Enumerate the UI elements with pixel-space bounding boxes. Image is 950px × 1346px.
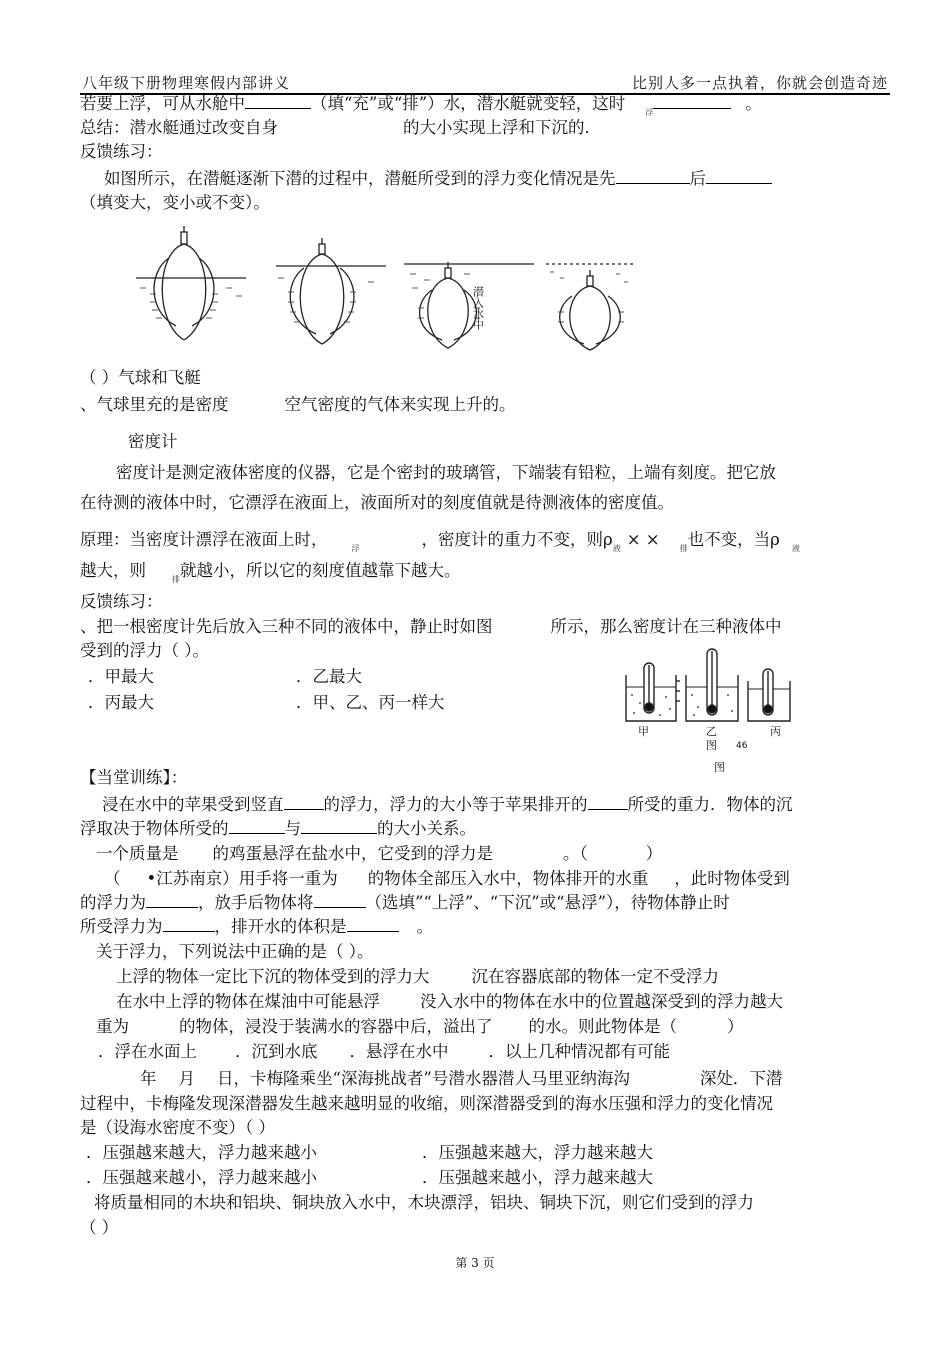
question-6-option-d: ．压强越来越小，浮力越来越大 (422, 1168, 653, 1187)
figure-label: 潜入水中 (471, 286, 485, 330)
subheading-feedback-2: 反馈练习： (80, 592, 163, 611)
caption-tu-1: 图 (706, 739, 717, 752)
label-bing: 丙 (770, 725, 781, 738)
line-1: 若要上浮，可从水舱中 （填“充”或“排”）水，潜水艇就变轻，这时 $_浮$ 。 (80, 94, 762, 117)
subheading-feedback-1: 反馈练习： (80, 142, 163, 161)
label-jia: 甲 (638, 725, 649, 738)
option-a: ．甲最大 (88, 667, 154, 686)
blank-fill (229, 819, 285, 834)
blank-fill (245, 94, 311, 109)
page-number: 第 3 页 (455, 1256, 495, 1270)
question-5-options: ．浮在水面上 ．沉到水底 ．悬浮在水中 ．以上几种情况都有可能 (98, 1042, 670, 1061)
label-yi: 乙 (706, 725, 717, 738)
blank-fill (588, 795, 628, 810)
blank-fill (301, 819, 377, 834)
blank-fill (347, 917, 399, 932)
caption-number: 46 (736, 741, 748, 751)
blank-fill (653, 94, 731, 109)
option-b: ．乙最大 (296, 667, 362, 686)
caption-tu-2: 图 (714, 761, 725, 774)
question-6-option-b: ．压强越来越大，浮力越来越大 (422, 1143, 653, 1162)
line-8: 在待测的液体中时，它漂浮在液面上，液面所对的刻度值就是待测液体的密度值。 (80, 493, 674, 512)
header-right: 比别人多一点执着，你就会创造奇迹 (631, 74, 888, 92)
section-heading-practice: 【当堂训练】： (80, 768, 188, 787)
question-7-line-2: （ ） (80, 1218, 119, 1237)
beaker-yi (686, 649, 738, 721)
subheading-hydrometer: 密度计 (128, 432, 178, 451)
question-3-line-1: （ •江苏南京）用手将一重为 的物体全部压入水中，物体排开的水重 ，此时物体受到 (104, 869, 790, 888)
blank-fill (146, 893, 198, 908)
blank-fill (616, 169, 690, 184)
blank-fill (284, 795, 324, 810)
blank-fill (706, 169, 772, 184)
line-4: 如图所示，在潜艇逐渐下潜的过程中，潜艇所受到的浮力变化情况是先 后 (104, 168, 772, 190)
option-c: ．丙最大 (88, 693, 154, 712)
line-5: （填变大，变小或不变）。 (80, 193, 270, 212)
line-13: 受到的浮力（ ）。 (80, 641, 209, 660)
header-left: 八年级下册物理寒假内部讲义 (82, 74, 291, 92)
beaker-bing (748, 669, 790, 721)
question-7-line-1: 将质量相同的木块和铝块、铜块放入水中，木块漂浮，铝块、铜块下沉，则它们受到的浮力 (94, 1193, 754, 1212)
question-5: 重为 的物体，浸没于装满水的容器中后，溢出了 的水。则此物体是（ ） (96, 1017, 744, 1036)
blank-fill (163, 917, 215, 932)
question-2: 一个质量是 的鸡蛋悬浮在盐水中，它受到的浮力是 。（ ） (96, 844, 663, 863)
submarine-figure (136, 222, 636, 352)
question-4-options-2: 在水中上浮的物体在煤油中可能悬浮 没入水中的物体在水中的位置越深受到的浮力越大 (116, 992, 783, 1011)
line-9: 原理：当密度计漂浮在液面上时， $_浮$ ，密度计的重力不变，则$\rho_液$ × × $_排$也不变，当ρ $_液$ (80, 530, 800, 553)
question-6-line-1: 年 月 日，卡梅隆乘坐“深海挑战者”号潜水器潜人马里亚纳海沟 深处．下潜 (140, 1069, 783, 1088)
hydrometer-figure (622, 645, 794, 777)
submarine-1 (136, 226, 246, 340)
blank-fill (314, 893, 366, 908)
beaker-jia (626, 663, 680, 721)
submarine-4 (546, 264, 636, 350)
line-12: 、把一根密度计先后放入三种不同的液体中，静止时如图 所示，那么密度计在三种液体中 (80, 617, 782, 636)
question-4-options-1: 上浮的物体一定比下沉的物体受到的浮力大 沉在容器底部的物体一定不受浮力 (116, 967, 719, 986)
option-d: ．甲、乙、丙一样大 (296, 693, 445, 712)
submarine-3 (404, 262, 534, 348)
question-1-line-2: 浮取决于物体所受的 与 的大小关系。 (80, 819, 476, 838)
line-2: 总结：潜水艇通过改变自身 的大小实现上浮和下沉的． (80, 118, 601, 137)
line-balloon: 、气球里充的是密度 空气密度的气体来实现上升的。 (80, 395, 516, 414)
line-10: 越大，则 $_排$就越小，所以它的刻度值越靠下越大。 (80, 561, 461, 584)
question-6-option-c: ．压强越来越小，浮力越来越小 (86, 1168, 317, 1187)
question-1-line-1: 浸在水中的苹果受到竖直 的浮力，浮力的大小等于苹果排开的 所受的重力．物体的沉 (102, 795, 793, 814)
line-7: 密度计是测定液体密度的仪器，它是个密封的玻璃管，下端装有铅粒，上端有刻度。把它放 (116, 463, 776, 482)
question-3-line-2: 的浮力为 ，放手后物体将 （选填”“上浮”、“下沉”或“悬浮”），待物体静止时 (80, 893, 730, 912)
submarine-2 (276, 238, 386, 344)
question-4: 关于浮力，下列说法中正确的是（ ）。 (96, 942, 374, 961)
question-6-option-a: ．压强越来越大，浮力越来越小 (86, 1143, 317, 1162)
question-6-line-2: 过程中，卡梅隆发现深潜器发生越来越明显的收缩，则深潜器受到的海水压强和浮力的变化情况 (80, 1094, 773, 1113)
question-3-line-3: 所受浮力为 ，排开水的体积是 。 (80, 917, 433, 936)
subheading-balloon: （ ）气球和飞艇 (80, 368, 201, 387)
question-6-line-3: 是（设海水密度不变）（ ） (80, 1118, 275, 1137)
